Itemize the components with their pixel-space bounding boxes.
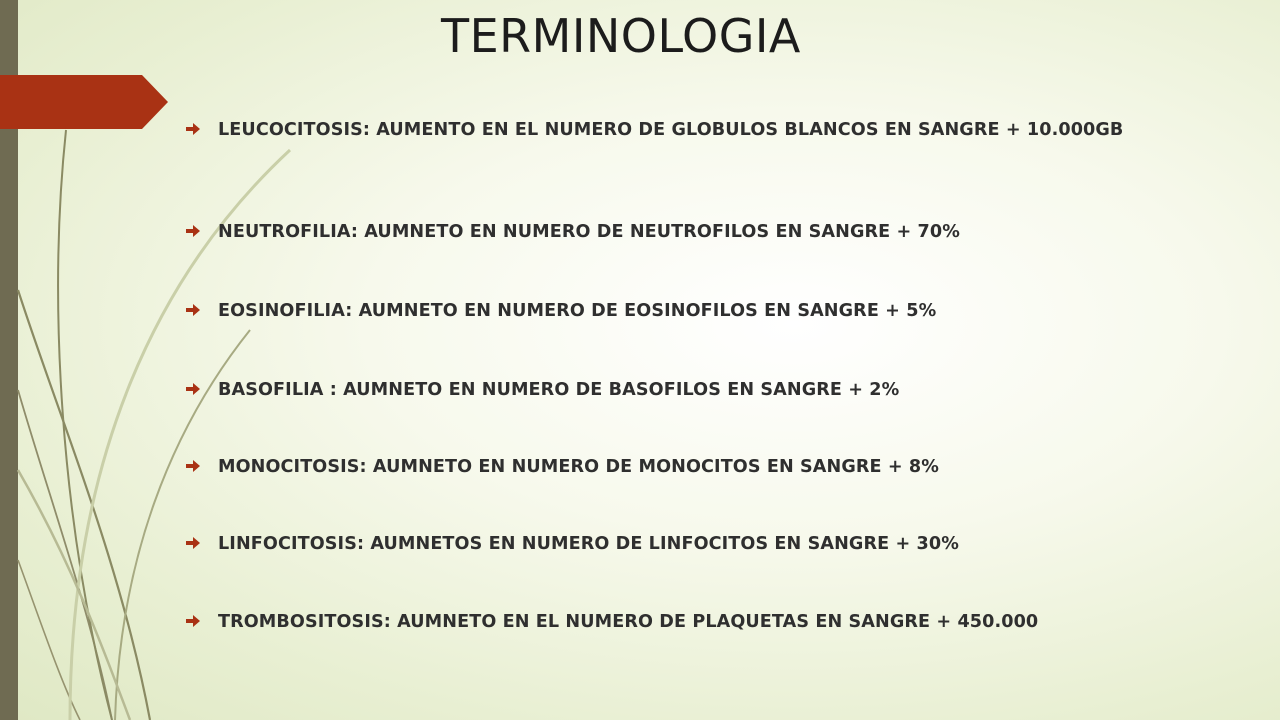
- bullet-item: [186, 378, 1186, 402]
- bullet-item: [186, 455, 1186, 479]
- bullet-text: NEUTROFILIA: AUMNETO EN NUMERO DE NEUTROFILOS EN SANGRE + 70%: [218, 222, 960, 242]
- bullet-item: [186, 532, 1186, 556]
- bullet-item: [186, 220, 1186, 244]
- arrow-right-icon: [186, 460, 200, 472]
- bullet-text: MONOCITOSIS: AUMNETO EN NUMERO DE MONOCITOS EN SANGRE + 8%: [218, 457, 939, 477]
- arrow-right-icon: [186, 225, 200, 237]
- bullet-text: TROMBOSITOSIS: AUMNETO EN EL NUMERO DE PLAQUETAS EN SANGRE + 450.000: [218, 612, 1039, 632]
- bullet-item: [186, 118, 1186, 142]
- bullet-text: BASOFILIA : AUMNETO EN NUMERO DE BASOFILOS EN SANGRE + 2%: [218, 380, 900, 400]
- arrow-right-icon: [186, 537, 200, 549]
- arrow-right-icon: [186, 304, 200, 316]
- bullet-text: LINFOCITOSIS: AUMNETOS EN NUMERO DE LINFOCITOS EN SANGRE + 30%: [218, 534, 959, 554]
- arrow-right-icon: [186, 615, 200, 627]
- bullet-item: [186, 610, 1186, 634]
- bullet-text: LEUCOCITOSIS: AUMENTO EN EL NUMERO DE GLOBULOS BLANCOS EN SANGRE + 10.000GB: [218, 120, 1124, 140]
- slide-title: TERMINOLOGIA: [441, 9, 801, 63]
- arrow-right-icon: [186, 123, 200, 135]
- arrow-right-icon: [186, 383, 200, 395]
- bullet-item: [186, 299, 1186, 323]
- accent-tab-shape: [0, 75, 168, 129]
- bullet-text: EOSINOFILIA: AUMNETO EN NUMERO DE EOSINOFILOS EN SANGRE + 5%: [218, 301, 937, 321]
